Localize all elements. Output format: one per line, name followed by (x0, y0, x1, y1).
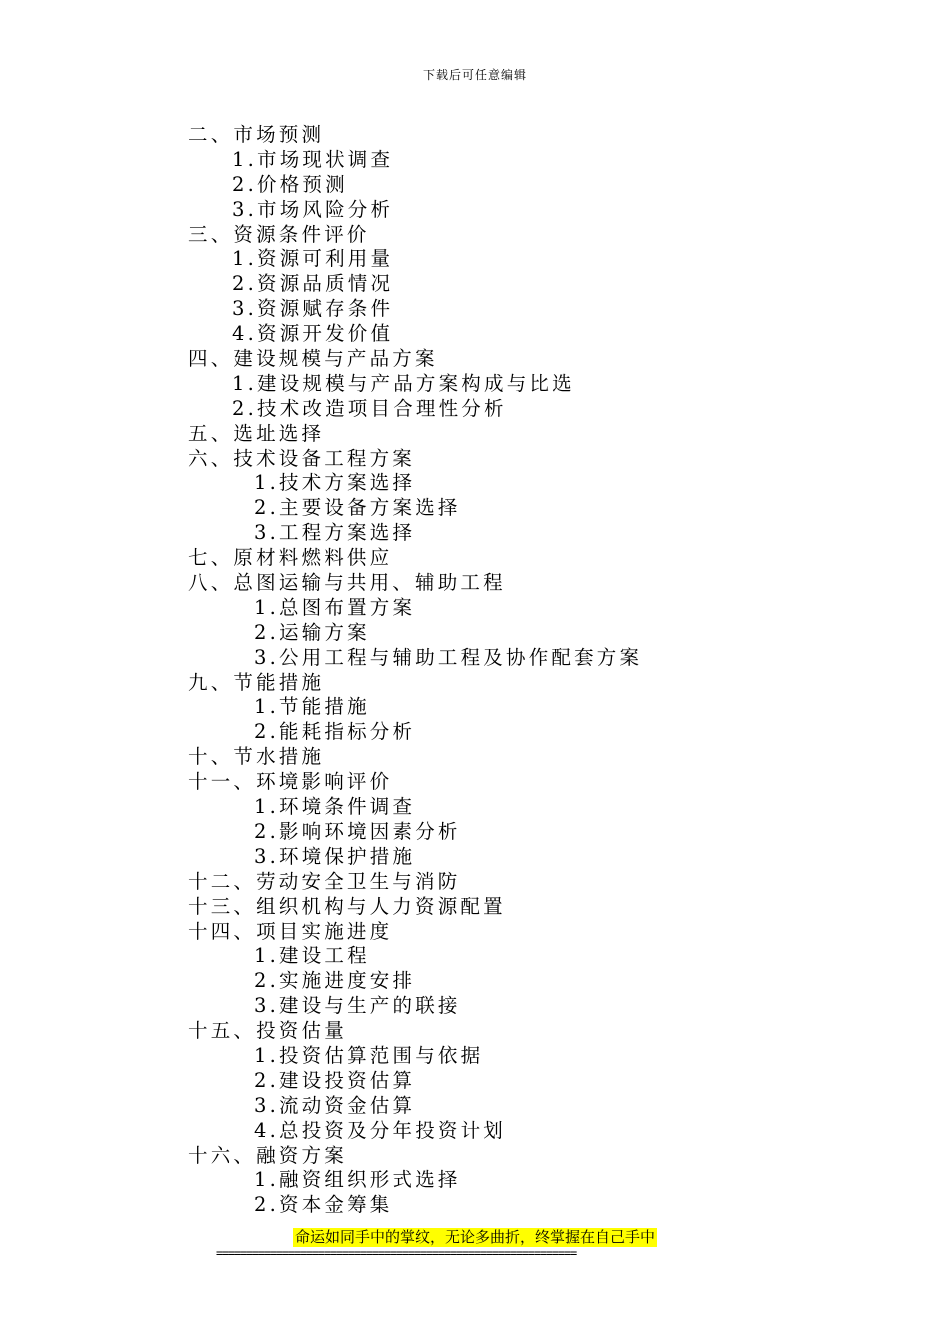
toc-subitem: 1.节能措施 (254, 695, 370, 719)
toc-subitem: 1.建设工程 (254, 944, 370, 968)
toc-subitem: 2.资源品质情况 (232, 272, 394, 296)
toc-subitem: 1.环境条件调查 (254, 795, 416, 819)
toc-subitem: 2.技术改造项目合理性分析 (232, 396, 507, 420)
toc-subitem: 1.资源可利用量 (232, 247, 394, 271)
toc-section: 五、选址选择 (188, 421, 325, 445)
toc-subitem: 3.市场风险分析 (232, 197, 394, 221)
toc-subitem: 3.工程方案选择 (254, 521, 416, 545)
toc-subitem: 3.建设与生产的联接 (254, 994, 461, 1018)
toc-section: 八、总图运输与共用、辅助工程 (188, 571, 506, 595)
toc-subitem: 2.影响环境因素分析 (254, 819, 461, 843)
toc-subitem: 3.公用工程与辅助工程及协作配套方案 (254, 645, 643, 669)
toc-subitem: 2.运输方案 (254, 620, 370, 644)
toc-subitem: 3.环境保护措施 (254, 844, 416, 868)
toc-subitem: 3.资源赋存条件 (232, 297, 394, 321)
toc-section: 十一、环境影响评价 (188, 770, 393, 794)
toc-subitem: 3.流动资金估算 (254, 1093, 416, 1117)
toc-subitem: 2.价格预测 (232, 172, 348, 196)
toc-section: 十二、劳动安全卫生与消防 (188, 869, 461, 893)
toc-subitem: 1.技术方案选择 (254, 471, 416, 495)
footer-quote: 命运如同手中的掌纹，无论多曲折，终掌握在自己手中 (294, 1228, 655, 1246)
footer (0, 1227, 950, 1247)
toc-subitem: 4.资源开发价值 (232, 322, 394, 346)
toc-section: 十三、组织机构与人力资源配置 (188, 894, 506, 918)
toc-section: 四、建设规模与产品方案 (188, 347, 438, 371)
table-of-contents (188, 123, 642, 1218)
toc-subitem: 2.能耗指标分析 (254, 720, 416, 744)
toc-section: 九、节能措施 (188, 670, 325, 694)
toc-subitem: 4.总投资及分年投资计划 (254, 1118, 507, 1142)
toc-section: 六、技术设备工程方案 (188, 446, 416, 470)
toc-section: 二、市场预测 (188, 123, 325, 146)
toc-subitem: 1.融资组织形式选择 (254, 1168, 461, 1192)
toc-subitem: 2.建设投资估算 (254, 1068, 416, 1092)
header-note: 下载后可任意编辑 (422, 68, 527, 82)
toc-subitem: 2.资本金筹集 (254, 1193, 393, 1217)
toc-section: 三、资源条件评价 (188, 222, 370, 246)
toc-subitem: 1.建设规模与产品方案构成与比选 (232, 371, 575, 395)
toc-section: 十五、投资估量 (188, 1019, 347, 1043)
toc-section: 十四、项目实施进度 (188, 919, 393, 943)
toc-section: 十、节水措施 (188, 745, 325, 769)
toc-subitem: 2.实施进度安排 (254, 969, 416, 993)
toc-subitem: 2.主要设备方案选择 (254, 496, 461, 520)
toc-section: 十六、融资方案 (188, 1143, 347, 1167)
toc-subitem: 1.投资估算范围与依据 (254, 1043, 484, 1067)
footer-rule: ============================================================ (216, 1246, 577, 1260)
toc-subitem: 1.总图布置方案 (254, 595, 416, 619)
toc-subitem: 1.市场现状调查 (232, 147, 394, 171)
toc-section: 七、原材料燃料供应 (188, 546, 393, 570)
